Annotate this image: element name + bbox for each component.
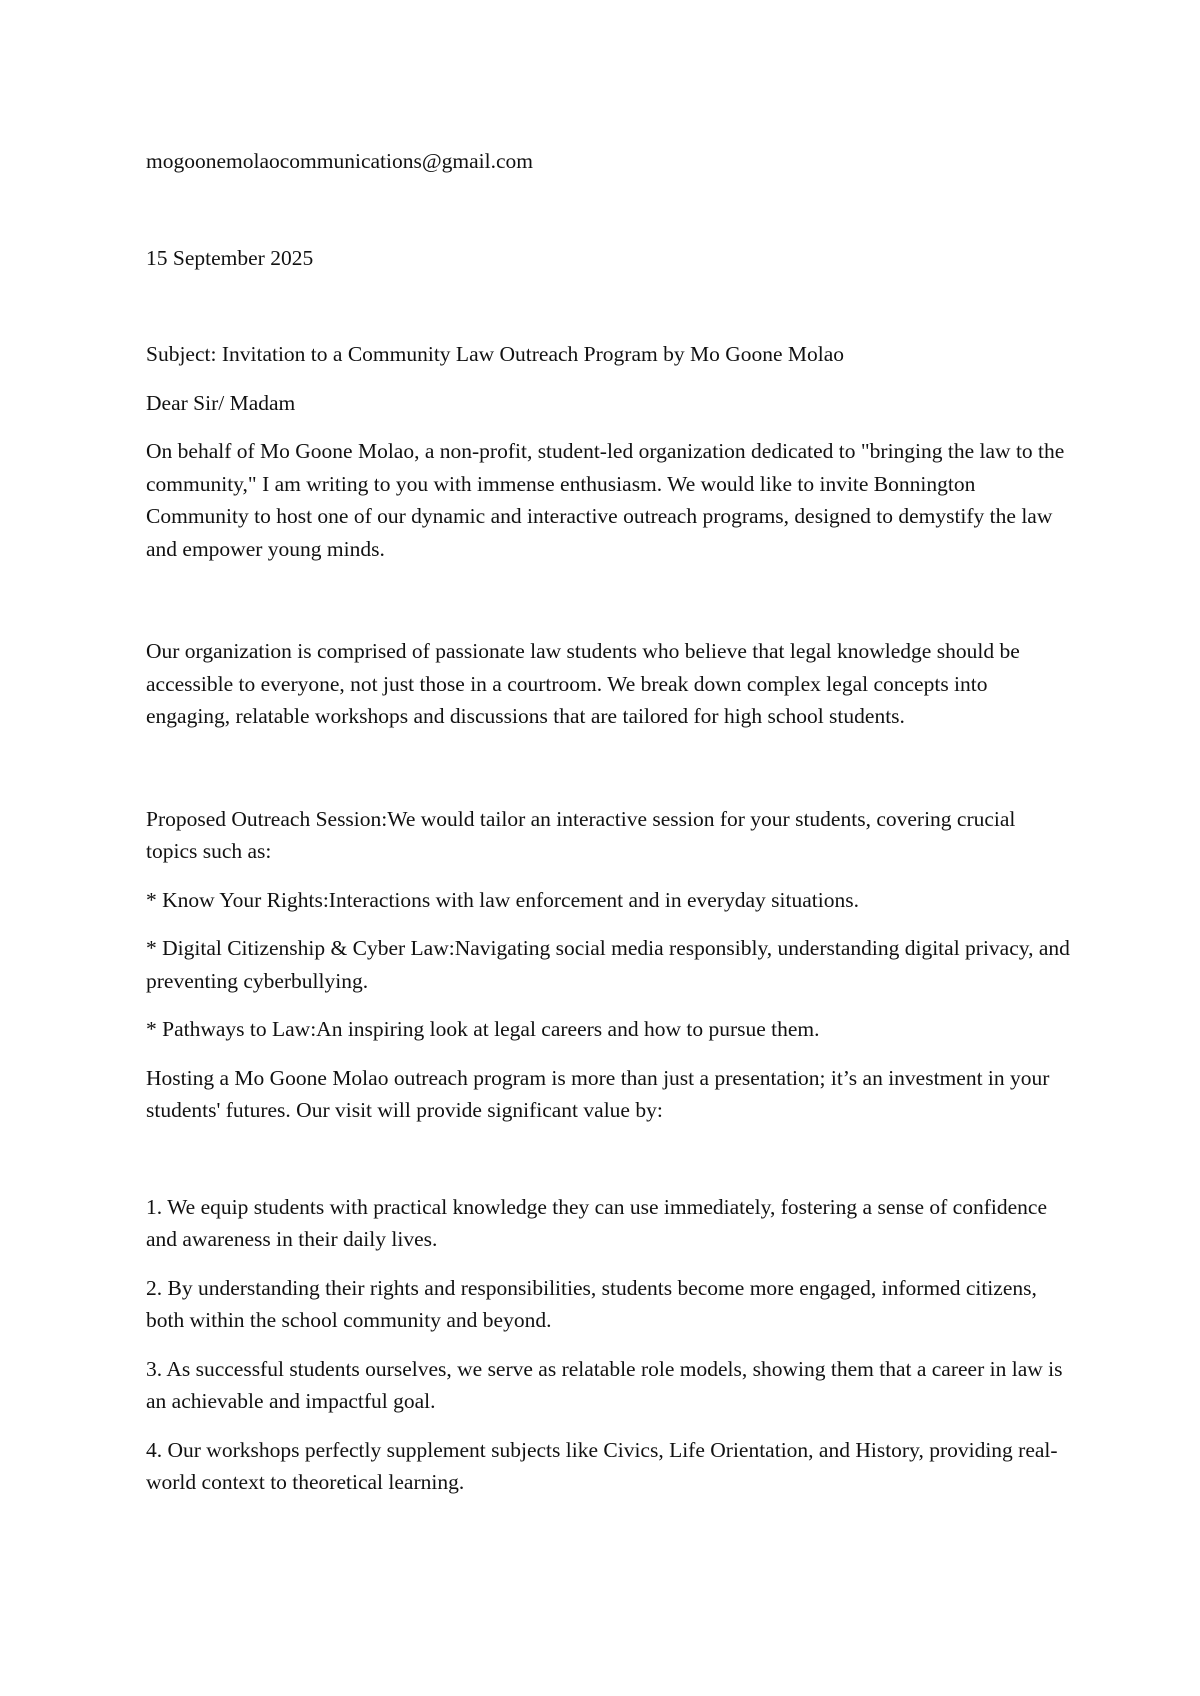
benefit-item-citizenship: 2. By understanding their rights and responsibilities, students become more engaged, informed citizens, both within the school community and beyond.: [146, 1275, 1037, 1332]
letter-body: [146, 145, 1071, 1499]
paragraph-intro: On behalf of Mo Goone Molao, a non-profit, student-led organization dedicated to "bringing the law to the community," I am writing to you with immense enthusiasm. We would like to invite Bonnington Community to host one of our dynamic and interactive outreach programs, designed to demystify the law and empower young minds.: [146, 439, 1065, 561]
letter-salutation: Dear Sir/ Madam: [146, 390, 296, 415]
benefit-list: [146, 1191, 1071, 1499]
letter-date: 15 September 2025: [146, 245, 314, 270]
topic-list: [146, 884, 1071, 1046]
topic-item-rights: * Know Your Rights:Interactions with law enforcement and in everyday situations.: [146, 887, 859, 912]
benefit-item-curriculum: 4. Our workshops perfectly supplement subjects like Civics, Life Orientation, and History, providing real-world context to theoretical learning.: [146, 1437, 1058, 1494]
benefit-item-knowledge: 1. We equip students with practical knowledge they can use immediately, fostering a sense of confidence and awareness in their daily lives.: [146, 1194, 1047, 1251]
paragraph-organization: Our organization is comprised of passionate law students who believe that legal knowledge should be accessible to everyone, not just those in a courtroom. We break down complex legal concepts into engaging, relatable workshops and discussions that are tailored for high school students.: [146, 639, 1020, 728]
sender-email: mogoonemolaocommunications@gmail.com: [146, 149, 534, 173]
letter-subject: Subject: Invitation to a Community Law Outreach Program by Mo Goone Molao: [146, 342, 845, 366]
topic-item-pathways: * Pathways to Law:An inspiring look at legal careers and how to pursue them.: [146, 1017, 820, 1041]
topic-item-digital-citizenship: * Digital Citizenship & Cyber Law:Navigating social media responsibly, understanding digital privacy, and preventing cyberbullying.: [146, 936, 1070, 993]
paragraph-proposed-session: Proposed Outreach Session:We would tailor an interactive session for your students, covering crucial topics such as:: [146, 806, 1016, 863]
paragraph-value: Hosting a Mo Goone Molao outreach program is more than just a presentation; it’s an investment in your students' futures. Our visit will provide significant value by:: [146, 1065, 1050, 1122]
benefit-item-role-models: 3. As successful students ourselves, we serve as relatable role models, showing them that a career in law is an achievable and impactful goal.: [146, 1356, 1063, 1413]
